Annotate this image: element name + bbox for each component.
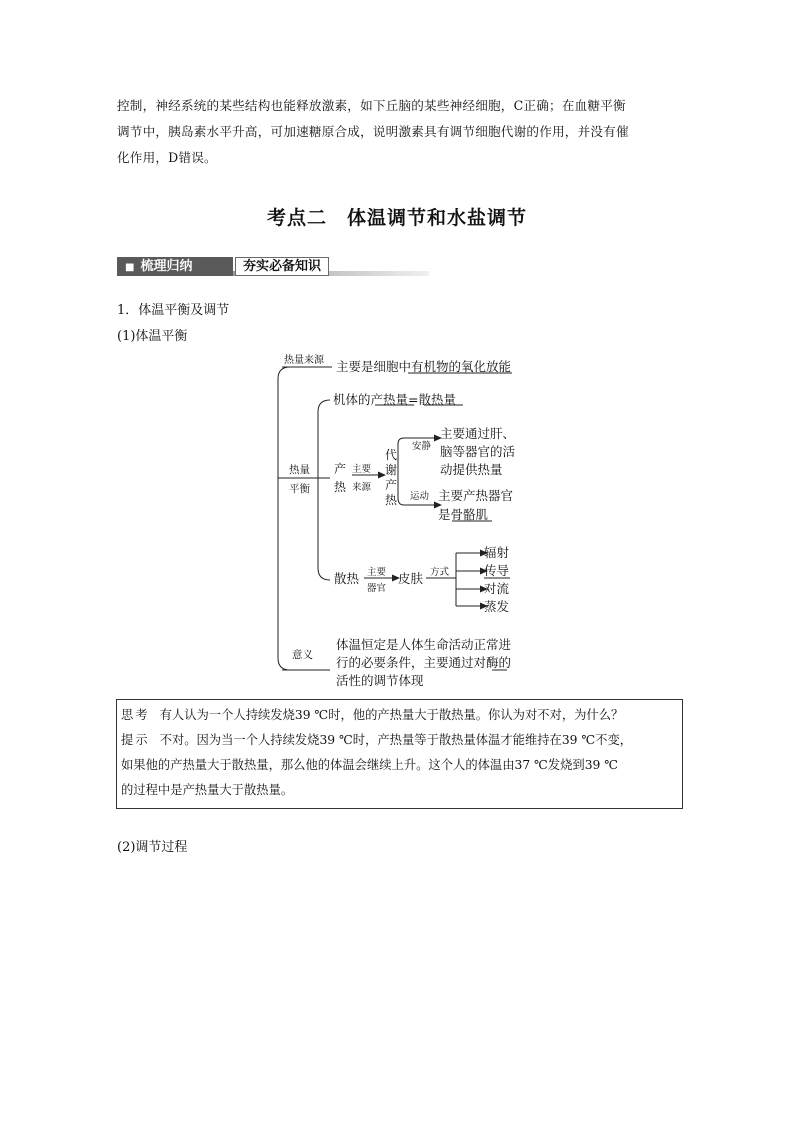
way-4: 蒸发 [484,599,510,614]
rest-label: 安静 [412,441,432,452]
balance-text: 机体的产热量=散热量 [333,392,456,407]
section-title: 考点二 体温调节和水盐调节 [266,207,527,229]
answer-line-1: 不对。因为当一个人持续发烧39 ℃时，产热量等于散热量体温才能维持在39 ℃不变， [159,733,633,747]
intro-line-1: 控制，神经系统的某些结构也能释放激素，如下丘脑的某些神经细胞，C正确；在血糖平衡 [117,98,626,113]
main-source-a: 主要 [352,464,372,475]
think-question [121,703,678,728]
banner-label: ■ 梳理归纳 [125,259,193,274]
dissipate-label: 散热 [334,571,360,586]
move-line-1: 主要产热器官 [438,488,514,503]
way-2: 传导 [484,563,510,578]
organ-a: 主要 [367,567,387,578]
rest-line-3: 动提供热量 [440,462,503,477]
root-top: 热量 [289,464,310,476]
meaning-label: 意义 [292,649,313,661]
heading-2: (2)调节过程 [117,840,188,855]
move-line-2: 是骨骼肌 [438,507,489,522]
way-1: 辐射 [484,545,510,560]
source-text: 主要是细胞中有机物的氧化放能 [336,359,512,374]
way-3: 对流 [484,581,510,596]
metab-1: 代 [385,448,398,462]
question-text: 有人认为一个人持续发烧39 ℃时，他的产热量大于散热量。你认为对不对，为什么？ [159,708,624,722]
answer-line-3: 的过程中是产热量大于散热量。 [121,783,294,797]
root-bottom: 平衡 [289,483,310,495]
heading-1: 1．体温平衡及调节 [117,303,230,318]
move-label: 运动 [410,491,430,502]
meaning-line-1: 体温恒定是人体生命活动正常进 [336,637,512,652]
rest-line-2: 脑等器官的活 [440,444,516,459]
meaning-line-2: 行的必要条件，主要通过对酶的 [336,655,512,670]
skin-label: 皮肤 [398,571,424,586]
meaning-line-3: 活性的调节体现 [336,673,424,688]
banner-tag: 夯实必备知识 [235,257,329,276]
metab-4: 热 [385,493,398,507]
source-label: 热量来源 [284,355,324,366]
metab-3: 产 [385,478,398,492]
produce-a: 产 [334,462,347,476]
organ-b: 器官 [367,583,387,594]
rest-line-1: 主要通过肝、 [440,426,516,441]
answer-label: 提示 [121,733,150,747]
think-box [116,699,683,809]
intro-line-3: 化作用，D错误。 [117,150,217,165]
heading-1-sub: (1)体温平衡 [117,329,188,344]
produce-b: 热 [334,480,347,494]
answer-line-2: 如果他的产热量大于散热量，那么他的体温会继续上升。这个人的体温由37 ℃发烧到39 ℃ [121,758,619,772]
question-label: 思考 [121,708,150,722]
think-answer [121,728,678,753]
intro-line-2: 调节中，胰岛素水平升高，可加速糖原合成，说明激素具有调节细胞代谢的作用，并没有催 [117,124,629,139]
square-bullet-icon: ■ [125,262,135,273]
metab-2: 谢 [385,463,398,477]
main-source-b: 来源 [352,482,372,493]
way-label: 方式 [430,567,450,578]
